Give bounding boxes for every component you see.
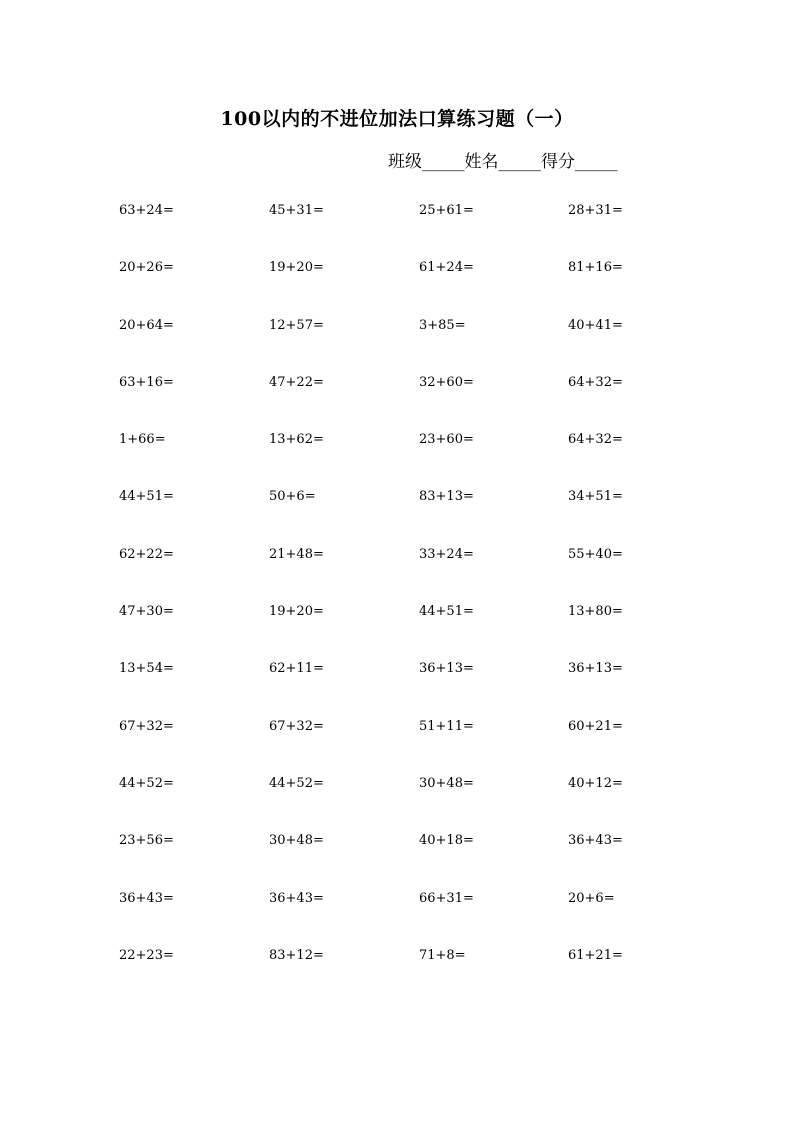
problem-item: 55+40= — [568, 546, 623, 562]
problem-item: 61+21= — [568, 947, 623, 963]
problem-item: 44+52= — [269, 775, 324, 791]
problem-item: 20+6= — [568, 890, 615, 906]
problem-item: 83+13= — [419, 489, 474, 505]
problem-item: 44+51= — [419, 604, 474, 620]
problem-item: 64+32= — [568, 432, 623, 448]
problem-item: 62+22= — [119, 546, 174, 562]
problem-item: 66+31= — [419, 890, 474, 906]
problem-item: 60+21= — [568, 718, 623, 734]
problem-item: 44+52= — [119, 775, 174, 791]
problem-item: 51+11= — [419, 718, 474, 734]
problem-item: 28+31= — [568, 203, 623, 218]
problem-item: 40+41= — [568, 317, 623, 333]
problem-item: 61+24= — [419, 260, 474, 276]
problem-item: 19+20= — [269, 604, 324, 620]
problem-item: 13+80= — [568, 604, 623, 620]
problem-item: 67+32= — [269, 718, 324, 734]
problem-item: 36+13= — [419, 661, 474, 677]
problem-item: 50+6= — [269, 489, 316, 505]
problem-item: 47+22= — [269, 374, 324, 390]
problem-item: 44+51= — [119, 489, 174, 505]
problem-item: 23+60= — [419, 432, 474, 448]
problem-item: 33+24= — [419, 546, 474, 562]
problem-item: 45+31= — [269, 203, 324, 218]
problem-item: 34+51= — [568, 489, 623, 505]
problem-item: 67+32= — [119, 718, 174, 734]
problem-item: 20+26= — [119, 260, 174, 276]
problem-item: 23+56= — [119, 833, 174, 849]
problem-item: 47+30= — [119, 604, 174, 620]
problem-item: 30+48= — [419, 775, 474, 791]
student-info-line: 班级_____姓名_____得分_____ — [388, 152, 618, 172]
problem-item: 71+8= — [419, 947, 466, 963]
problem-item: 20+64= — [119, 317, 174, 333]
problem-item: 30+48= — [269, 833, 324, 849]
problem-item: 36+43= — [119, 890, 174, 906]
problem-item: 62+11= — [269, 661, 324, 677]
problem-item: 36+13= — [568, 661, 623, 677]
problem-item: 3+85= — [419, 317, 466, 333]
problem-item: 63+16= — [119, 374, 174, 390]
problem-item: 13+62= — [269, 432, 324, 448]
problem-item: 40+12= — [568, 775, 623, 791]
problem-item: 12+57= — [269, 317, 324, 333]
problem-grid — [119, 202, 719, 1004]
problem-item: 1+66= — [119, 432, 166, 448]
problem-item: 36+43= — [568, 833, 623, 849]
problem-item: 21+48= — [269, 546, 324, 562]
problem-item: 32+60= — [419, 374, 474, 390]
problem-item: 83+12= — [269, 947, 324, 963]
problem-item: 13+54= — [119, 661, 174, 677]
problem-item: 40+18= — [419, 833, 474, 849]
problem-item: 19+20= — [269, 260, 324, 276]
problem-item: 22+23= — [119, 947, 174, 963]
problem-item: 36+43= — [269, 890, 324, 906]
problem-item: 63+24= — [119, 203, 174, 218]
problem-item: 25+61= — [419, 203, 474, 218]
problem-item: 64+32= — [568, 374, 623, 390]
problem-item: 81+16= — [568, 260, 623, 276]
page-title: 100以内的不进位加法口算练习题（一） — [220, 108, 574, 130]
